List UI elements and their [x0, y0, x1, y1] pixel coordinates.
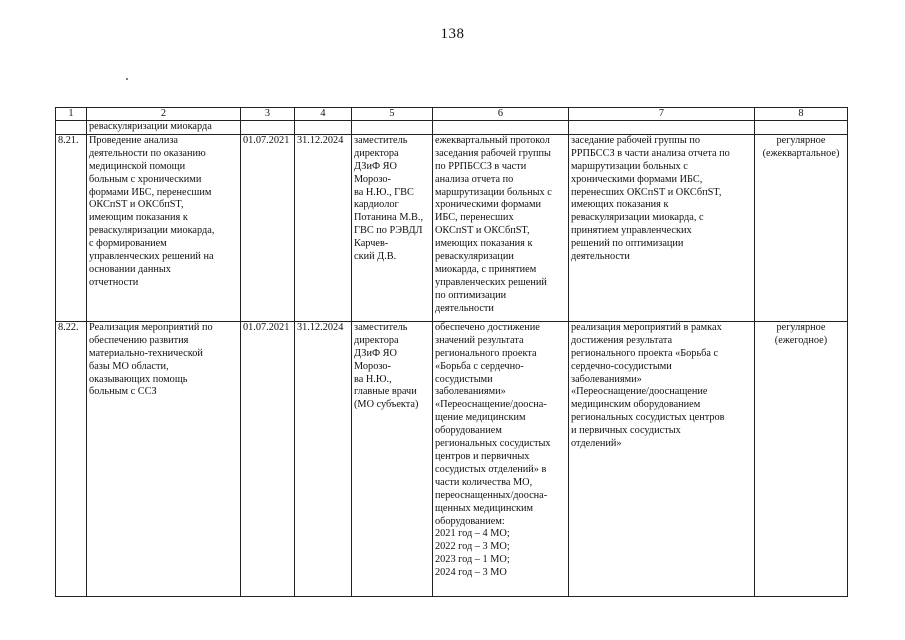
start-date-cell: 01.07.2021 [241, 321, 295, 596]
activity-plan-table [55, 107, 848, 597]
row-number: 8.22. [56, 321, 87, 596]
column-header: 3 [241, 108, 295, 121]
periodicity-cell [755, 134, 848, 321]
column-header: 2 [87, 108, 241, 121]
continuation-text: реваскуляризации миокарда [87, 121, 241, 135]
column-header: 7 [569, 108, 755, 121]
table-row [56, 134, 848, 321]
column-number-header-row [56, 108, 848, 121]
scan-speck [126, 78, 128, 80]
start-date-cell: 01.07.2021 [241, 134, 295, 321]
result-text: обеспечено достижение значений результата регионального проекта «Борьба с сердечно- сосудистыми заболеваниями» «Переоснащение/доосна- щение медицинским оборудованием региональных сосудистых центров и первичных сосудистых отделений» в части количества МО, переоснащенных/доосна- щенных медицинским оборудованием: 2021 год – 4 МО; 2022 год – 3 МО; 2023 год – 1 МО; 2024 год – 3 МО [435, 321, 551, 579]
result-text: ежеквартальный протокол заседания рабочей группы по РРПБССЗ в части анализа отчета по маршрутизации больных с хроническими формами ИБС, перенесших ОКСпST и ОКСбпST, имеющих показания к реваскуляризации миокарда, с принятием управленческих решений по оптимизации деятельности [435, 134, 552, 314]
periodicity-text: регулярное (ежегодное) [774, 321, 828, 346]
responsible-text: заместитель директора ДЗиФ ЯО Морозо- ва Н.Ю., главные врачи (МО субъекта) [354, 321, 419, 411]
continuation-row [56, 121, 848, 135]
control-cell [569, 134, 755, 321]
periodicity-cell [755, 321, 848, 596]
responsible-text: заместитель директора ДЗиФ ЯО Морозо- ва Н.Ю., ГВС кардиолог Потанина М.В., ГВС по РЭВДЛ Карчев- ский Д.В. [354, 134, 424, 263]
responsible-cell [352, 321, 433, 596]
table-row [56, 321, 848, 596]
column-header: 6 [433, 108, 569, 121]
end-date-cell: 31.12.2024 [295, 134, 352, 321]
activity-text: Проведение анализа деятельности по оказанию медицинской помощи больным с хроническими формами ИБС, перенесшим ОКСпST и ОКСбпST, имеющим показания к реваскуляризации миокарда, с формированием управленческих решений на основании данных отчетности [89, 134, 215, 288]
control-cell [569, 321, 755, 596]
result-cell [433, 321, 569, 596]
activity-cell [87, 321, 241, 596]
control-text: реализация мероприятий в рамках достижения результата регионального проекта «Борьба с сердечно-сосудистыми заболеваниями» «Переоснащение/дооснащение медицинским оборудованием региональных сосудистых центров и первичных сосудистых отделений» [571, 321, 725, 450]
page-number: 138 [440, 26, 465, 42]
end-date-cell: 31.12.2024 [295, 321, 352, 596]
activity-text: Реализация мероприятий по обеспечению развития материально-технической базы МО области, оказывающих помощь больным с ССЗ [89, 321, 213, 398]
column-header: 1 [56, 108, 87, 121]
column-header: 8 [755, 108, 848, 121]
column-header: 4 [295, 108, 352, 121]
result-cell [433, 134, 569, 321]
control-text: заседание рабочей группы по РРПБССЗ в части анализа отчета по маршрутизации больных с хроническими формами ИБС, перенесших ОКСпST и ОКСбпST, имеющих показания к реваскуляризации миокарда, с принятием управленческих решений по оптимизации деятельности [571, 134, 730, 263]
row-number: 8.21. [56, 134, 87, 321]
periodicity-text: регулярное (ежеквартальное) [762, 134, 840, 159]
column-header: 5 [352, 108, 433, 121]
responsible-cell [352, 134, 433, 321]
activity-cell [87, 134, 241, 321]
